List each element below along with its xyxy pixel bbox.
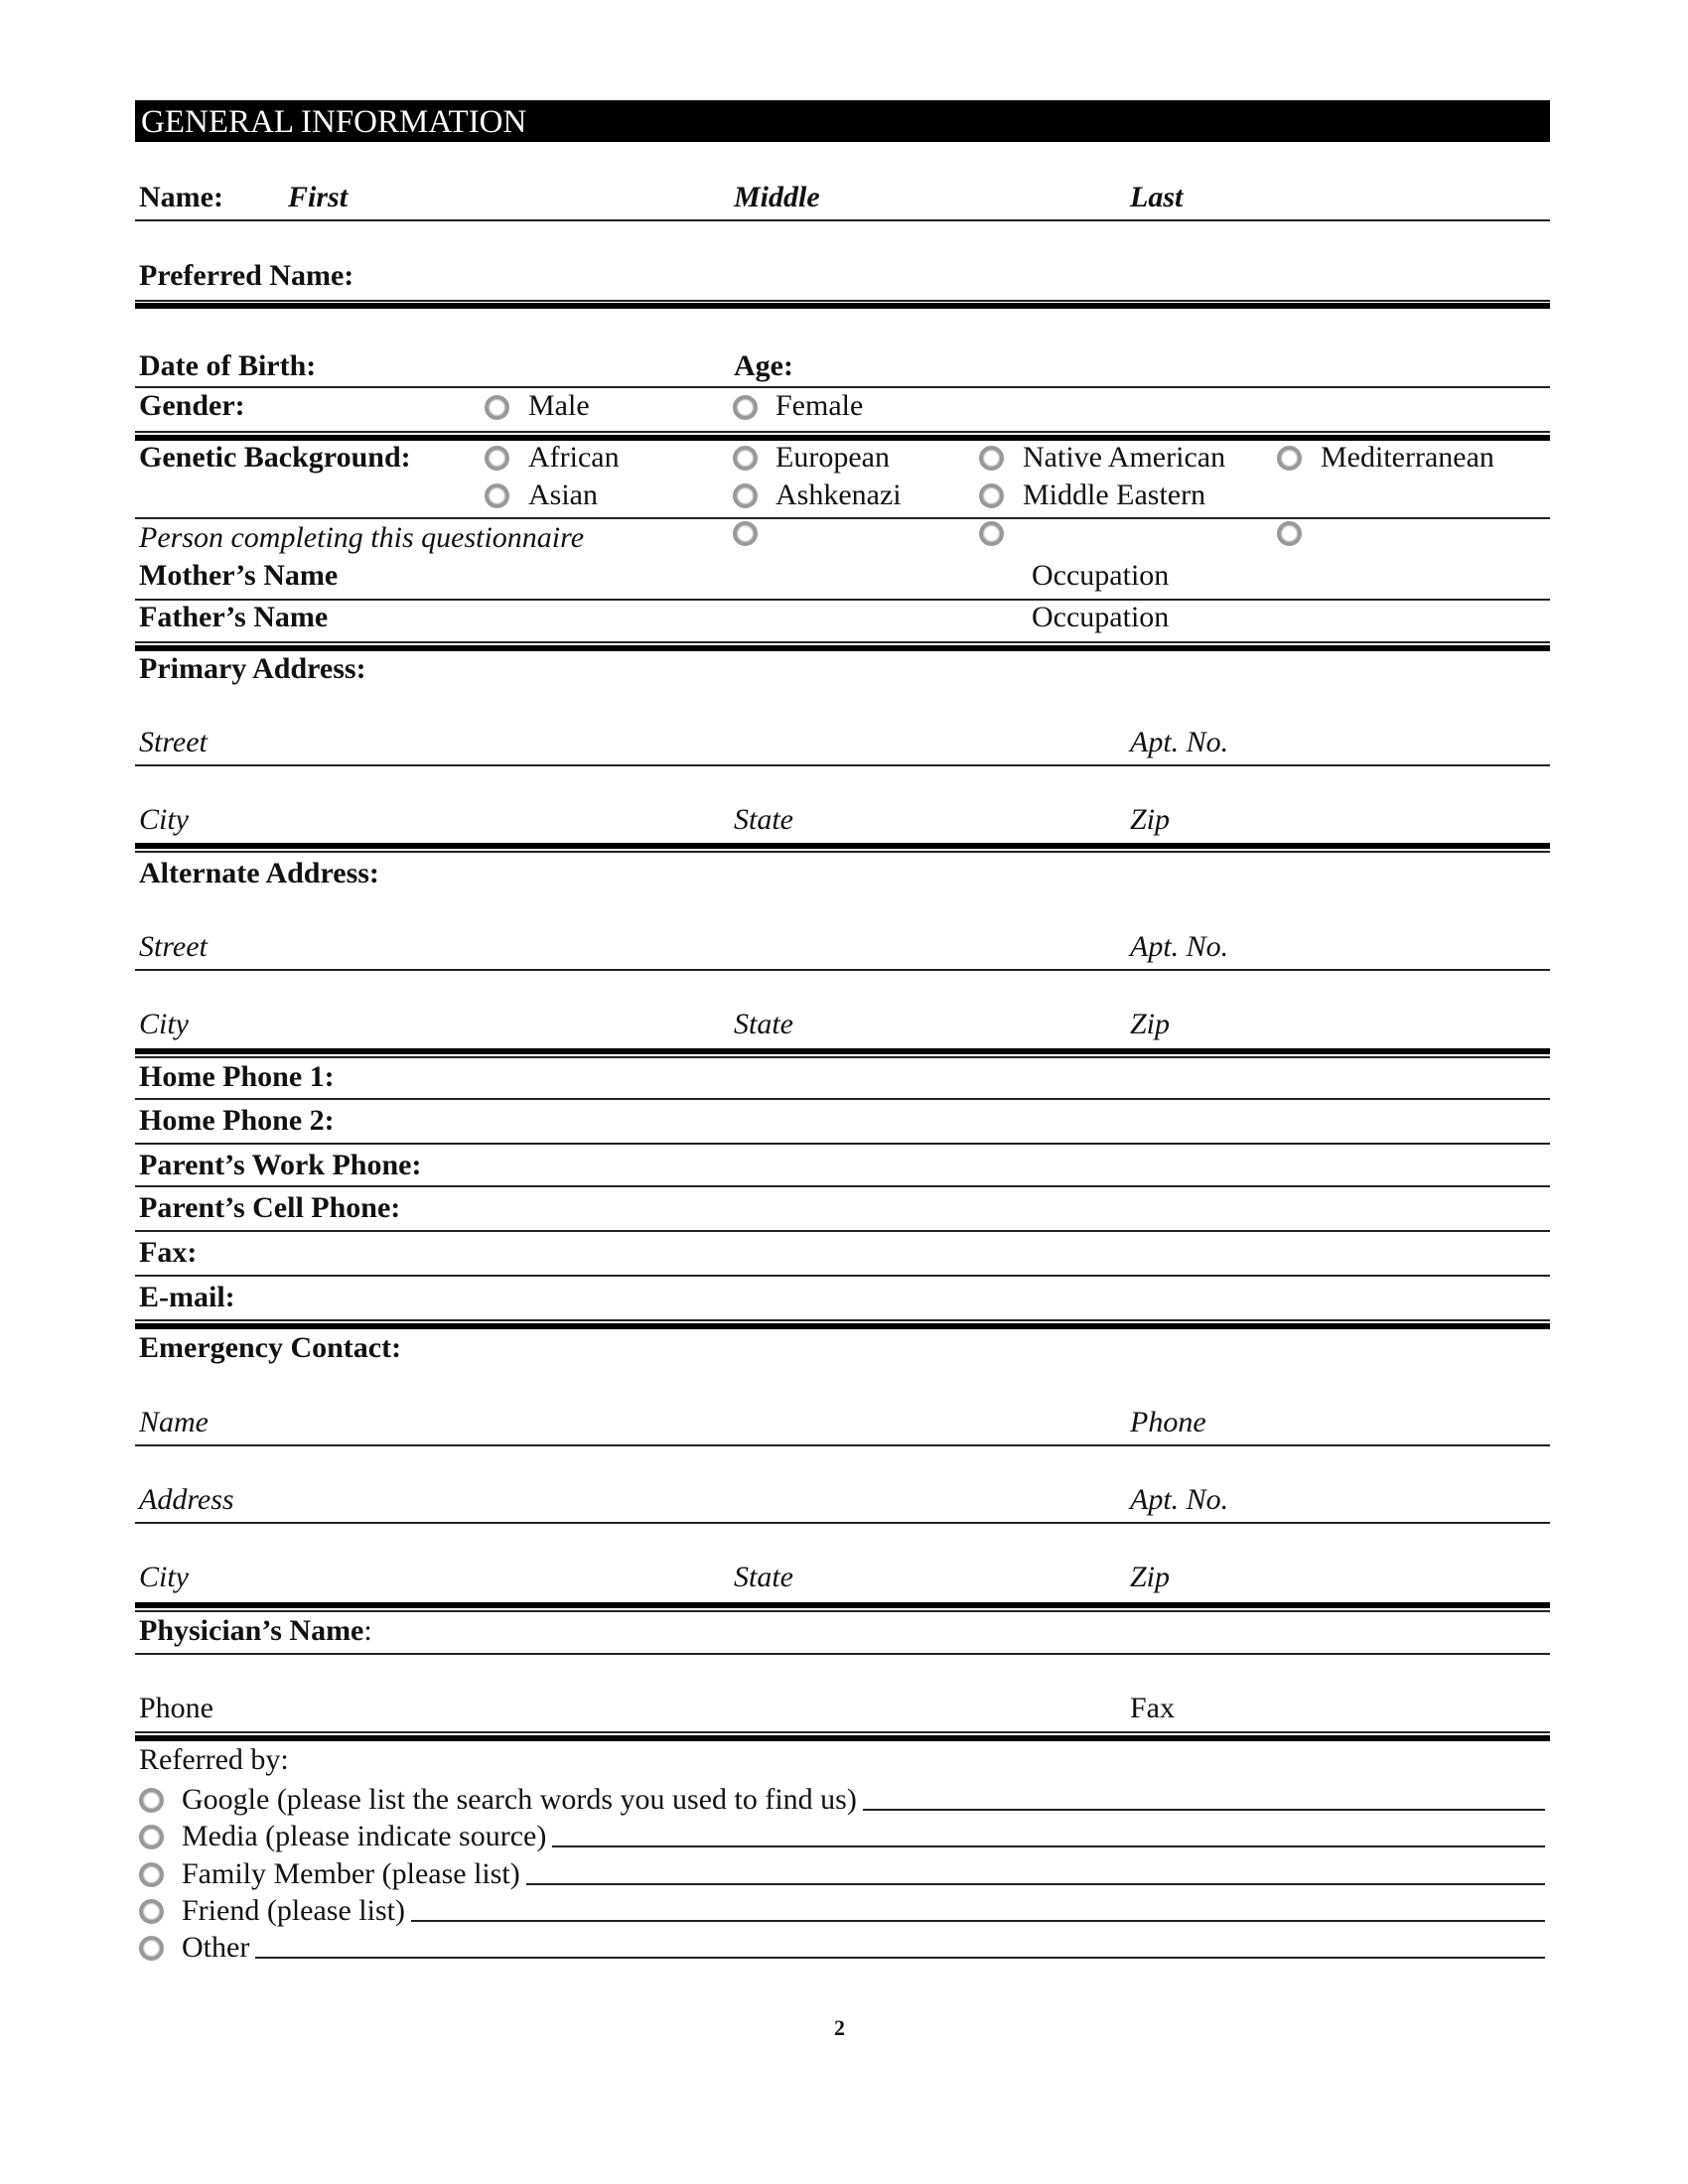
middle-name-label: Middle [734,181,820,213]
parent-cell-phone-field[interactable] [135,1230,1550,1232]
primary-city-label: City [139,803,189,836]
home-phone-2-field[interactable] [135,1143,1550,1145]
emergency-name-label: Name [139,1406,209,1438]
father-occupation-label: Occupation [1032,601,1170,633]
divider [135,1610,1550,1612]
physician-phone-label: Phone [139,1692,213,1724]
email-label: E-mail: [139,1281,235,1313]
divider [135,517,1550,519]
option-label: Google (please list the search words you used to find us) [182,1783,857,1816]
gender-female-radio[interactable] [733,395,758,420]
genetic-native-american-label: Native American [1023,441,1226,474]
primary-city-field[interactable] [135,843,1550,849]
genetic-european-label: European [775,441,890,474]
divider [135,1323,1550,1329]
parent-work-phone-field[interactable] [135,1185,1550,1187]
emergency-phone-label: Phone [1130,1406,1206,1438]
alternate-street-field[interactable] [135,969,1550,971]
genetic-ashkenazi-radio[interactable] [733,483,758,508]
divider [135,645,1550,651]
option-label: Media (please indicate source) [182,1820,547,1852]
emergency-state-label: State [734,1561,793,1593]
primary-apt-label: Apt. No. [1130,726,1229,758]
radio[interactable] [139,1825,164,1849]
person-radio-1[interactable] [733,521,758,546]
gender-male-radio[interactable] [485,395,509,420]
gender-female-label: Female [775,389,864,422]
genetic-label: Genetic Background: [139,441,411,474]
divider [135,1735,1550,1741]
genetic-african-radio[interactable] [485,446,509,471]
home-phone-1-label: Home Phone 1: [139,1060,335,1093]
physician-label-text: Physician’s Name [139,1614,364,1647]
alternate-apt-label: Apt. No. [1130,930,1229,963]
referred-by-label: Referred by: [139,1743,289,1776]
option-label: Other [182,1931,250,1964]
emergency-name-field[interactable] [135,1444,1550,1446]
preferred-name-label: Preferred Name: [139,259,354,292]
alternate-state-label: State [734,1008,793,1040]
person-radio-2[interactable] [979,521,1004,546]
alternate-zip-label: Zip [1130,1008,1171,1040]
physician-phone-field[interactable] [135,1731,1550,1733]
emergency-address-field[interactable] [135,1522,1550,1524]
dob-field[interactable] [135,386,1550,388]
home-phone-2-label: Home Phone 2: [139,1104,335,1137]
fax-label: Fax: [139,1236,198,1269]
primary-street-field[interactable] [135,764,1550,766]
genetic-asian-label: Asian [528,478,598,511]
alternate-street-label: Street [139,930,208,963]
person-completing-label: Person completing this questionnaire [139,521,585,554]
genetic-native-american-radio[interactable] [979,446,1004,471]
person-radio-3[interactable] [1277,521,1302,546]
primary-address-label: Primary Address: [139,652,366,685]
google-search-words-field[interactable] [863,1809,1545,1811]
page-number: 2 [834,2015,845,2040]
primary-zip-label: Zip [1130,803,1171,836]
divider [135,303,1550,309]
father-field[interactable] [135,641,1550,643]
divider [135,1056,1550,1058]
physician-fax-label: Fax [1130,1692,1175,1724]
emergency-city-field[interactable] [135,1602,1550,1608]
media-source-field[interactable] [552,1845,1545,1847]
friend-field[interactable] [411,1920,1545,1922]
name-label: Name: [139,181,223,213]
email-field[interactable] [135,1319,1550,1321]
radio[interactable] [139,1936,164,1961]
radio[interactable] [139,1862,164,1887]
physician-name-label [139,1616,372,1646]
referred-friend-option[interactable] [139,1892,1545,1928]
physician-name-field[interactable] [135,1653,1550,1655]
father-name-label: Father’s Name [139,601,329,633]
parent-cell-phone-label: Parent’s Cell Phone: [139,1191,401,1224]
home-phone-1-field[interactable] [135,1098,1550,1100]
emergency-zip-label: Zip [1130,1561,1171,1593]
primary-street-label: Street [139,726,208,758]
section-header: GENERAL INFORMATION [135,100,1550,142]
primary-state-label: State [734,803,793,836]
radio[interactable] [139,1788,164,1813]
genetic-mediterranean-radio[interactable] [1277,446,1302,471]
genetic-middle-eastern-radio[interactable] [979,483,1004,508]
age-label: Age: [734,349,793,382]
divider [135,851,1550,853]
mother-occupation-label: Occupation [1032,559,1170,592]
other-field[interactable] [255,1957,1545,1959]
fax-field[interactable] [135,1275,1550,1277]
emergency-contact-label: Emergency Contact: [139,1331,402,1364]
mother-field[interactable] [135,599,1550,601]
alternate-address-label: Alternate Address: [139,857,379,889]
genetic-african-label: African [528,441,620,474]
referred-google-option[interactable] [139,1781,1545,1817]
dob-label: Date of Birth: [139,349,317,382]
referred-media-option[interactable] [139,1818,1545,1853]
option-label: Friend (please list) [182,1894,405,1927]
last-name-label: Last [1130,181,1184,213]
family-member-field[interactable] [526,1883,1545,1885]
referred-family-option[interactable] [139,1855,1545,1891]
mother-name-label: Mother’s Name [139,559,339,592]
genetic-ashkenazi-label: Ashkenazi [775,478,902,511]
parent-work-phone-label: Parent’s Work Phone: [139,1149,422,1181]
genetic-european-radio[interactable] [733,446,758,471]
alternate-city-label: City [139,1008,189,1040]
first-name-label: First [288,181,349,213]
divider [135,431,1550,433]
emergency-city-label: City [139,1561,189,1593]
genetic-mediterranean-label: Mediterranean [1321,441,1494,474]
genetic-middle-eastern-label: Middle Eastern [1023,478,1206,511]
name-field[interactable] [135,219,1550,221]
option-label: Family Member (please list) [182,1857,520,1890]
genetic-asian-radio[interactable] [485,483,509,508]
radio[interactable] [139,1899,164,1924]
emergency-address-label: Address [139,1483,234,1516]
physician-colon: : [363,1614,372,1647]
gender-male-label: Male [528,389,590,422]
emergency-apt-label: Apt. No. [1130,1483,1229,1516]
referred-other-option[interactable] [139,1929,1545,1965]
alternate-city-field[interactable] [135,1048,1550,1054]
preferred-name-field[interactable] [135,300,1550,302]
gender-label: Gender: [139,389,245,422]
